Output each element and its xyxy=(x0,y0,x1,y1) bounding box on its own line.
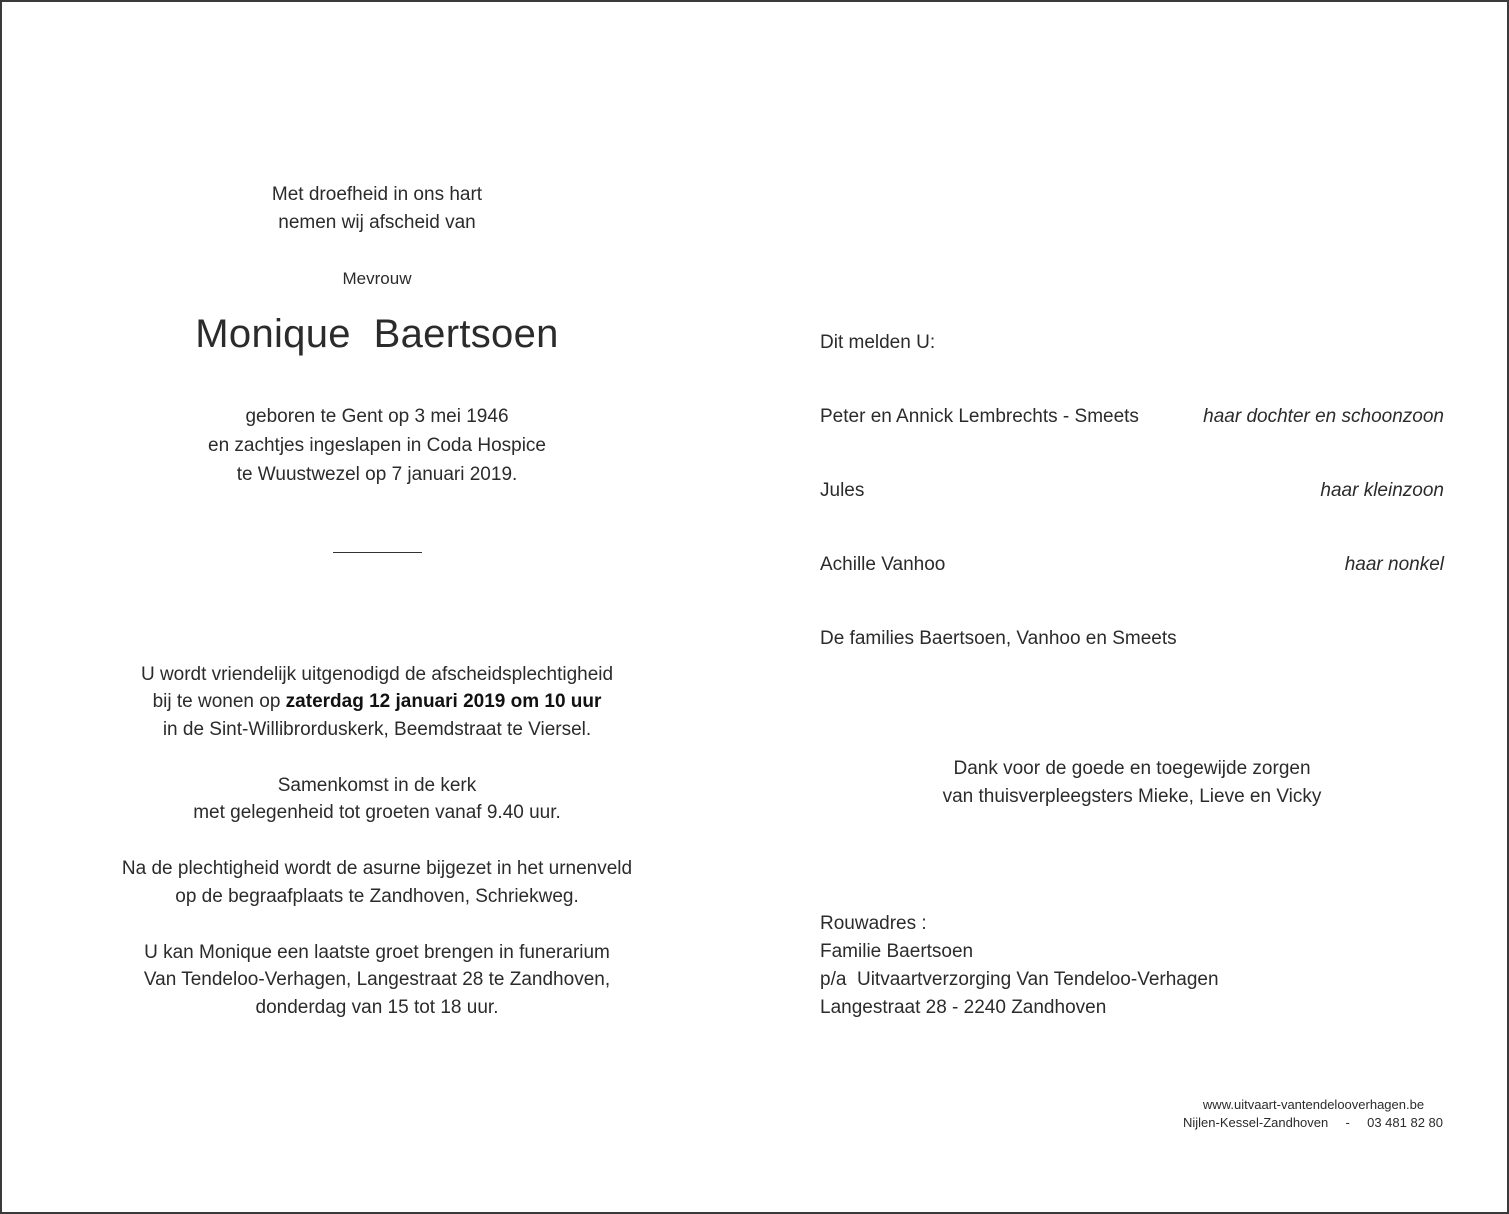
divider-line xyxy=(333,552,422,553)
honorific: Mevrouw xyxy=(342,269,412,288)
address-line-1: Familie Baertsoen xyxy=(820,941,974,962)
invitation-prefix: bij te wonen op xyxy=(152,691,286,712)
opening-line-2: nemen wij afscheid van xyxy=(278,212,476,233)
passing-place-date: te Wuustwezel op 7 januari 2019. xyxy=(236,464,518,485)
footer-separator: - xyxy=(1345,1115,1350,1130)
invitation-line-2 xyxy=(77,688,677,716)
opening-line-1: Met droefheid in ons hart xyxy=(271,184,483,205)
family-member-relation: haar nonkel xyxy=(1344,554,1444,575)
thanks-line-1: Dank voor de goede en toegewijde zorgen xyxy=(953,758,1311,779)
ceremony-datetime: zaterdag 12 januari 2019 om 10 uur xyxy=(285,691,602,712)
address-label: Rouwadres : xyxy=(820,913,927,934)
urn-line-1: Na de plechtigheid wordt de asurne bijgezet in het urnenveld xyxy=(121,858,633,879)
address-line-2: p/a Uitvaartverzorging Van Tendeloo-Verhagen xyxy=(820,969,1219,990)
family-member-name: Peter en Annick Lembrechts - Smeets xyxy=(820,406,1139,427)
urn-line-2: op de begraafplaats te Zandhoven, Schriekweg. xyxy=(175,886,579,907)
family-member-name: Jules xyxy=(820,480,865,501)
thanks-line-2: van thuisverpleegsters Mieke, Lieve en Vicky xyxy=(942,786,1322,807)
invitation-line-1: U wordt vriendelijk uitgenodigd de afscheidsplechtigheid xyxy=(140,664,614,685)
gathering-line-1: Samenkomst in de kerk xyxy=(277,775,477,796)
passing-line: en zachtjes ingeslapen in Coda Hospice xyxy=(208,435,546,456)
deceased-name: Monique Baertsoen xyxy=(195,312,559,356)
address-line-3: Langestraat 28 - 2240 Zandhoven xyxy=(820,997,1107,1018)
family-member-name: Achille Vanhoo xyxy=(820,554,946,575)
families-line: De families Baertsoen, Vanhoo en Smeets xyxy=(820,628,1177,649)
family-member-relation: haar kleinzoon xyxy=(1320,480,1444,501)
footer-website: www.uitvaart-vantendelooverhagen.be xyxy=(1202,1097,1425,1112)
birth-line: geboren te Gent op 3 mei 1946 xyxy=(245,406,509,427)
family-member-relation: haar dochter en schoonzoon xyxy=(1203,406,1444,427)
invitation-line-3: in de Sint-Willibrorduskerk, Beemdstraat te Viersel. xyxy=(162,719,592,740)
visit-line-2: Van Tendeloo-Verhagen, Langestraat 28 te Zandhoven, xyxy=(143,969,611,990)
family-intro: Dit melden U: xyxy=(820,332,936,353)
footer-contact xyxy=(1183,1114,1443,1132)
footer-phone: 03 481 82 80 xyxy=(1367,1115,1443,1130)
gathering-line-2: met gelegenheid tot groeten vanaf 9.40 uur. xyxy=(193,802,561,823)
visit-line-1: U kan Monique een laatste groet brengen in funerarium xyxy=(144,942,610,963)
visit-line-3: donderdag van 15 tot 18 uur. xyxy=(255,997,499,1018)
footer-locations: Nijlen-Kessel-Zandhoven xyxy=(1183,1115,1329,1130)
